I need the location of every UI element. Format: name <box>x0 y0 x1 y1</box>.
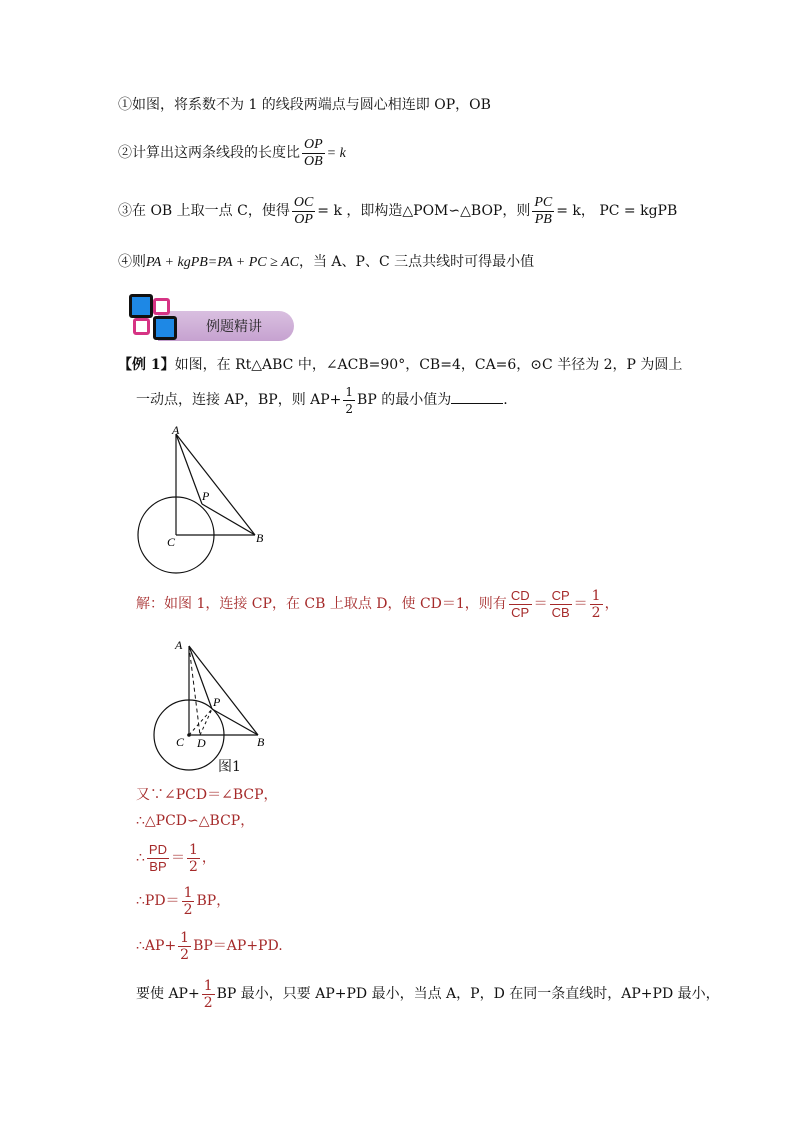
label-b: B <box>256 531 264 545</box>
label-p: P <box>202 489 210 503</box>
half-fraction <box>343 384 355 417</box>
step-3 <box>118 192 677 230</box>
eq-sign: ＝ <box>573 596 588 612</box>
step-4-formula: PA + kgPB=PA + PC ≥ AC <box>146 255 299 270</box>
line-sum-b: BP＝AP+PD. <box>193 938 283 954</box>
half-num: 1 <box>203 977 213 994</box>
step-1-text: ①如图，将系数不为 1 的线段两端点与圆心相连即 OP，OB <box>118 97 491 113</box>
step-4 <box>118 252 534 273</box>
fraction-one-half <box>590 588 603 621</box>
step-3-frac1-num: OC <box>293 194 314 210</box>
half-den: 2 <box>345 401 354 416</box>
f1-num: CD <box>510 587 530 603</box>
label-b: B <box>257 735 265 749</box>
example-1-line-2-b: BP 的最小值为 <box>357 392 452 408</box>
segment-pd-dashed <box>200 709 212 735</box>
step-3-text-a: ③在 OB 上取一点 C，使得 <box>118 203 290 219</box>
solution-line-again: 又∵∠PCD＝∠BCP， <box>136 787 278 803</box>
eq-sign: ＝ <box>170 850 185 866</box>
step-3-frac2-num: PC <box>534 194 553 210</box>
solution-intro-text: 解：如图 1，连接 CP，在 CB 上取点 D，使 CD＝1，则有 <box>136 596 507 612</box>
solution-line-sum <box>136 927 283 965</box>
f1-den: CP <box>511 604 530 620</box>
step-3-frac1-den: OP <box>294 211 313 227</box>
line-pd-b: BP， <box>196 893 231 909</box>
step-2-frac-num: OP <box>304 136 323 152</box>
step-4-text-a: ④则 <box>118 254 146 270</box>
figure-caption: 图1 <box>218 759 241 775</box>
banner-title: 例题精讲 <box>206 319 262 335</box>
figure-1 <box>120 420 280 580</box>
label-c: C <box>176 735 185 749</box>
half-num: 1 <box>188 841 198 858</box>
comma: ， <box>201 850 216 866</box>
figure-2 <box>140 636 280 782</box>
f3-den: 2 <box>591 604 601 621</box>
step-3-frac2-den: PB <box>534 211 552 227</box>
label-c: C <box>167 535 176 549</box>
step-2 <box>118 134 346 173</box>
fraction-one-half <box>187 842 200 875</box>
point-c <box>187 733 191 737</box>
step-3-fraction-2 <box>532 195 554 228</box>
step-3-text-c: = k， PC = kgPB <box>556 203 678 219</box>
example-1-line-1 <box>118 355 682 375</box>
example-1-statement: 如图，在 Rt△ABC 中，∠ACB=90°，CB=4，CA=6，⊙C 半径为 2，P 为圆上 <box>174 357 683 373</box>
pink-square-icon <box>153 298 170 315</box>
blue-square-icon <box>129 294 153 318</box>
fraction-cp-cb <box>550 588 572 621</box>
step-2-fraction <box>302 137 325 170</box>
step-2-frac-den: OB <box>304 153 323 169</box>
label-a: A <box>172 423 180 437</box>
half-num: 1 <box>180 929 190 946</box>
line-sum-a: ∴AP+ <box>136 938 177 954</box>
segment-pb <box>202 504 255 535</box>
segment-pb <box>212 709 258 735</box>
half-den: 2 <box>183 901 193 918</box>
solution-line-similar: ∴△PCD∽△BCP， <box>136 813 255 829</box>
example-1-line-2 <box>136 382 508 418</box>
example-1-line-2-end: . <box>503 392 508 408</box>
answer-blank <box>451 389 503 404</box>
label-p: P <box>213 695 221 709</box>
blue-square-icon <box>153 316 177 340</box>
line-pd-a: ∴PD＝ <box>136 893 180 909</box>
half-den: 2 <box>203 994 213 1011</box>
therefore-sign: ∴ <box>136 850 145 866</box>
fraction-cd-cp <box>509 588 532 621</box>
pd-den: BP <box>149 858 167 874</box>
solution-intro <box>136 584 619 624</box>
pink-square-icon <box>133 318 150 335</box>
half-den: 2 <box>180 946 190 963</box>
solution-line-pd <box>136 882 230 920</box>
fraction-one-half <box>182 885 195 918</box>
eq-sign: ＝ <box>533 596 548 612</box>
solution-line-ratio <box>136 839 216 877</box>
half-num: 1 <box>183 884 193 901</box>
line-min-a: 要使 AP+ <box>136 986 200 1002</box>
segment-cp-dashed <box>189 709 212 735</box>
solution-line-min <box>136 975 720 1013</box>
fraction-pd-bp <box>147 842 169 875</box>
comma: ， <box>604 596 619 612</box>
step-3-fraction-1 <box>292 195 315 228</box>
f3-num: 1 <box>591 587 601 604</box>
segment-ab <box>176 434 255 535</box>
example-label: 【例 1】 <box>118 357 175 373</box>
step-2-rhs: = k <box>326 146 346 161</box>
half-den: 2 <box>188 858 198 875</box>
fraction-one-half <box>178 930 191 963</box>
half-num: 1 <box>345 384 354 399</box>
pd-num: PD <box>148 841 167 857</box>
label-a: A <box>175 638 183 652</box>
step-3-text-b: = k ，即构造△POM∽△BOP，则 <box>317 203 531 219</box>
line-min-b: BP 最小，只要 AP+PD 最小，当点 A，P，D 在同一条直线时，AP+PD 最小， <box>216 986 720 1002</box>
label-d: D <box>197 736 206 750</box>
f2-den: CB <box>551 604 570 620</box>
segment-ab <box>189 646 258 735</box>
f2-num: CP <box>551 587 570 603</box>
step-2-text: ②计算出这两条线段的长度比 <box>118 145 300 161</box>
example-1-line-2-a: 一动点，连接 AP，BP，则 AP+ <box>136 392 342 408</box>
fraction-one-half <box>202 978 215 1011</box>
step-4-text-b: ，当 A、P、C 三点共线时可得最小值 <box>298 254 535 270</box>
segment-ap <box>176 434 202 504</box>
